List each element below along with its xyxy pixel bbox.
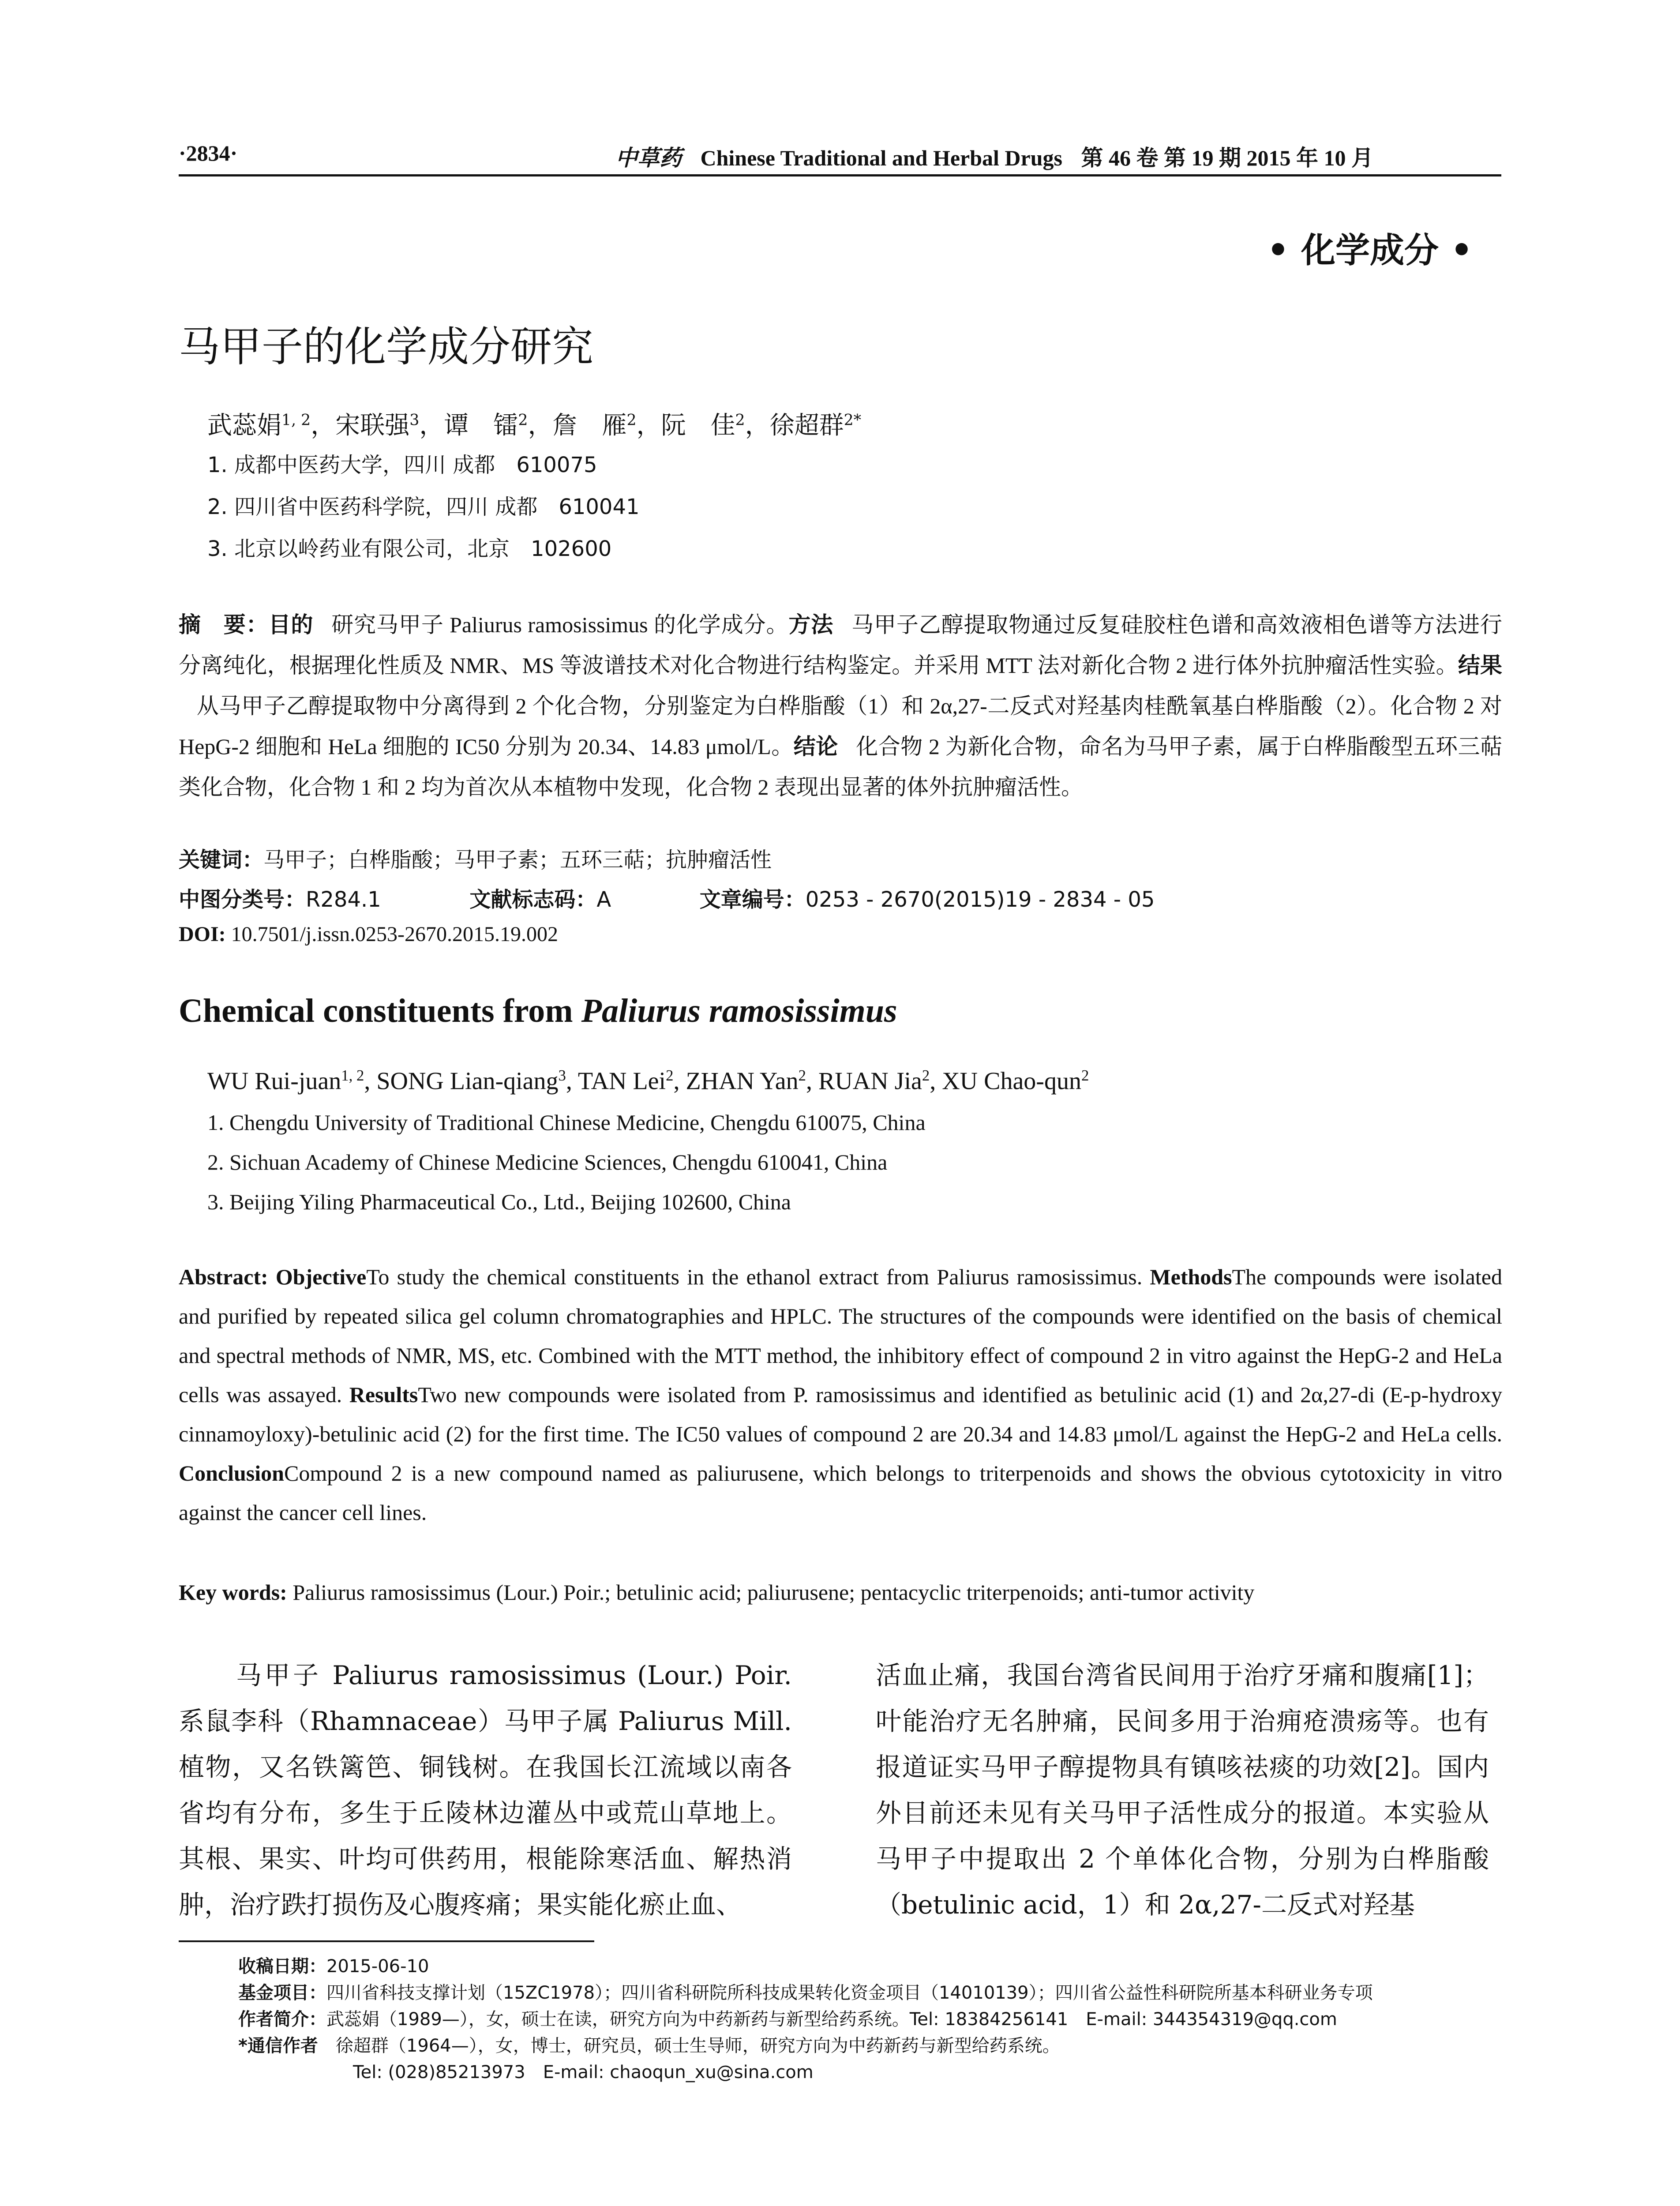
received-label: 收稿日期： <box>238 1956 326 1977</box>
results-en-label: Results <box>349 1382 418 1407</box>
objective-label: 目的 <box>268 612 314 638</box>
methods-en-text: The compounds were isolated and purified by repeated silica gel column chromatographies and HPLC. The structures of the compounds were identified on the basis of chemical and spectral methods of NMR, MS, etc. Combined with the MTT method, the inhibitory effect of compound 2 in vitro against the HepG-2 and HeLa cells was assayed. <box>179 1264 1502 1407</box>
header-rule <box>179 174 1501 176</box>
doi-line <box>179 922 558 946</box>
footnote-rule <box>179 1940 594 1942</box>
objective-en-text: To study the chemical constituents in the ethanol extract from Paliurus ramosissimus. <box>366 1264 1143 1289</box>
abstract-cn <box>179 604 1502 807</box>
keywords-cn-text: 马甲子；白桦脂酸；马甲子素；五环三萜；抗肿瘤活性 <box>263 848 772 872</box>
methods-en-label: Methods <box>1150 1264 1232 1289</box>
keywords-en-label: Key words: <box>179 1580 287 1605</box>
keywords-en-text: Paliurus ramosissimus (Lour.) Poir.; betulinic acid; paliurusene; pentacyclic triterpenoids; anti-tumor activity <box>292 1580 1255 1605</box>
affiliation-cn-3: 3. 北京以岭药业有限公司，北京 102600 <box>207 536 612 561</box>
clc-label: 中图分类号： <box>179 887 306 912</box>
results-text: 从马甲子乙醇提取物中分离得到 2 个化合物，分别鉴定为白桦脂酸（1）和 2α,27-二反式对羟基肉桂酰氧基白桦脂酸（2）。化合物 2 对 HepG-2 细胞和 HeLa 细胞的 IC50 分别为 20.34、14.83 μmol/L。 <box>179 694 1502 759</box>
keywords-en <box>179 1573 1502 1612</box>
abstract-en-label: Abstract: <box>179 1264 268 1289</box>
doc-code-label: 文献标志码： <box>469 887 597 912</box>
page-number: ·2834· <box>179 141 238 165</box>
footnote-received <box>238 1952 429 1977</box>
results-en-text: Two new compounds were isolated from P. ramosissimus and identified as betulinic acid (1) and 2α,27-di (E-p-hydroxy cinnamoyloxy)-betulinic acid (2) for the first time. The IC50 values of compound 2 are 20.34 and 14.83 μmol/L against the HepG-2 and HeLa cells. <box>179 1382 1502 1446</box>
keywords-cn <box>179 843 772 873</box>
journal-issue: 第 46 卷 第 19 期 2015 年 10 月 <box>1081 146 1373 170</box>
journal-name-cn: 中草药 <box>615 145 682 171</box>
doi-value: 10.7501/j.issn.0253-2670.2015.19.002 <box>231 923 559 946</box>
footnote-fund <box>238 1979 1373 2004</box>
doc-code-value: A <box>596 887 611 912</box>
abstract-cn-label: 摘 要： <box>179 612 269 638</box>
running-header <box>179 140 1501 176</box>
conclusion-en-label: Conclusion <box>179 1461 284 1486</box>
article-no-value: 0253 - 2670(2015)19 - 2834 - 05 <box>805 887 1155 912</box>
fund-label: 基金项目： <box>238 1983 326 2003</box>
footnote-corresponding <box>238 2032 1060 2057</box>
journal-name-en: Chinese Traditional and Herbal Drugs <box>700 146 1062 170</box>
methods-label: 方法 <box>788 612 834 638</box>
body-column-left: 马甲子 Paliurus ramosissimus (Lour.) Poir. 系鼠李科（Rhamnaceae）马甲子属 Paliurus Mill. 植物，又名铁篱笆、铜钱树。在我国长江流域以南各省均有分布，多生于丘陵林边灌丛中或荒山草地上。其根、果实、叶均可供药用，根能除寒活血、解热消肿，治疗跌打损伤及心腹疼痛；果实能化瘀止血、 <box>179 1660 792 1920</box>
objective-en-label: Objective <box>275 1264 367 1289</box>
footnote-contact: Tel: (028)85213973 E-mail: chaoqun_xu@sina.com <box>353 2062 814 2082</box>
footnote-author <box>238 2005 1337 2030</box>
conclusion-text: 化合物 2 为新化合物，命名为马甲子素，属于白桦脂酸型五环三萜类化合物，化合物 1 和 2 均为首次从本植物中发现，化合物 2 表现出显著的体外抗肿瘤活性。 <box>179 734 1502 799</box>
objective-text: 研究马甲子 Paliurus ramosissimus 的化学成分。 <box>331 612 789 637</box>
authors-cn: 武蕊娟$^{1, 2}$，宋联强$^3$，谭 镭$^2$，詹 雁$^2$，阮 佳$^2$，徐超群$^{2*}$ <box>207 411 862 440</box>
title-en: Chemical constituents from Paliurus ramosissimus <box>179 992 897 1029</box>
classification-line <box>179 882 1155 913</box>
keywords-cn-label: 关键词： <box>179 848 264 872</box>
results-label: 结果 <box>1458 653 1503 678</box>
section-label: • 化学成分 • <box>1267 231 1473 270</box>
title-cn: 马甲子的化学成分研究 <box>179 323 594 371</box>
authors-en: WU Rui-juan$^{1, 2}$, SONG Lian-qiang$^3$, TAN Lei$^2$, ZHAN Yan$^2$, RUAN Jia$^2$, XU Chao-qun$^2$ <box>207 1067 1089 1095</box>
article-no-label: 文章编号： <box>699 887 806 912</box>
fund-text: 四川省科技支撑计划（15ZC1978）；四川省科研院所科技成果转化资金项目（14010139）；四川省公益性科研院所基本科研业务专项 <box>326 1983 1373 2003</box>
affiliation-en-2: 2. Sichuan Academy of Chinese Medicine Sciences, Chengdu 610041, China <box>207 1150 888 1174</box>
body-column-right: 活血止痛，我国台湾省民间用于治疗牙痛和腹痛[1]；叶能治疗无名肿痛，民间多用于治痈疮溃疡等。也有报道证实马甲子醇提物具有镇咳祛痰的功效[2]。国内外目前还未见有关马甲子活性成分的报道。本实验从马甲子中提取出 2 个单体化合物，分别为白桦脂酸（betulinic acid，1）和 2α,27-二反式对羟基 <box>876 1660 1489 1920</box>
journal-title <box>615 140 1373 172</box>
conclusion-en-text: Compound 2 is a new compound named as paliurusene, which belongs to triterpenoids and shows the obvious cytotoxicity in vitro against the cancer cell lines. <box>179 1461 1502 1525</box>
abstract-en <box>179 1257 1502 1532</box>
corresponding-text: 徐超群（1964—），女，博士，研究员，硕士生导师，研究方向为中药新药与新型给药系统。 <box>335 2036 1060 2056</box>
methods-text: 马甲子乙醇提取物通过反复硅胶柱色谱和高效液相色谱等方法进行分离纯化，根据理化性质及 NMR、MS 等波谱技术对化合物进行结构鉴定。并采用 MTT 法对新化合物 2 进行体外抗肿瘤活性实验。 <box>179 612 1503 678</box>
conclusion-label: 结论 <box>793 734 838 759</box>
affiliation-cn-2: 2. 四川省中医药科学院，四川 成都 610041 <box>207 495 640 519</box>
author-bio-text: 武蕊娟（1989—），女，硕士在读，研究方向为中药新药与新型给药系统。Tel: 18384256141 E-mail: 344354319@qq.com <box>326 2009 1337 2030</box>
received-date: 2015-06-10 <box>326 1956 429 1977</box>
affiliation-en-1: 1. Chengdu University of Traditional Chinese Medicine, Chengdu 610075, China <box>207 1110 926 1135</box>
author-bio-label: 作者简介： <box>238 2009 326 2030</box>
affiliation-cn-1: 1. 成都中医药大学，四川 成都 610075 <box>207 453 597 477</box>
affiliation-en-3: 3. Beijing Yiling Pharmaceutical Co., Ltd., Beijing 102600, China <box>207 1189 791 1214</box>
doi-label: DOI: <box>179 923 226 946</box>
clc-value: R284.1 <box>306 887 381 912</box>
corresponding-label: *通信作者 <box>238 2036 318 2056</box>
